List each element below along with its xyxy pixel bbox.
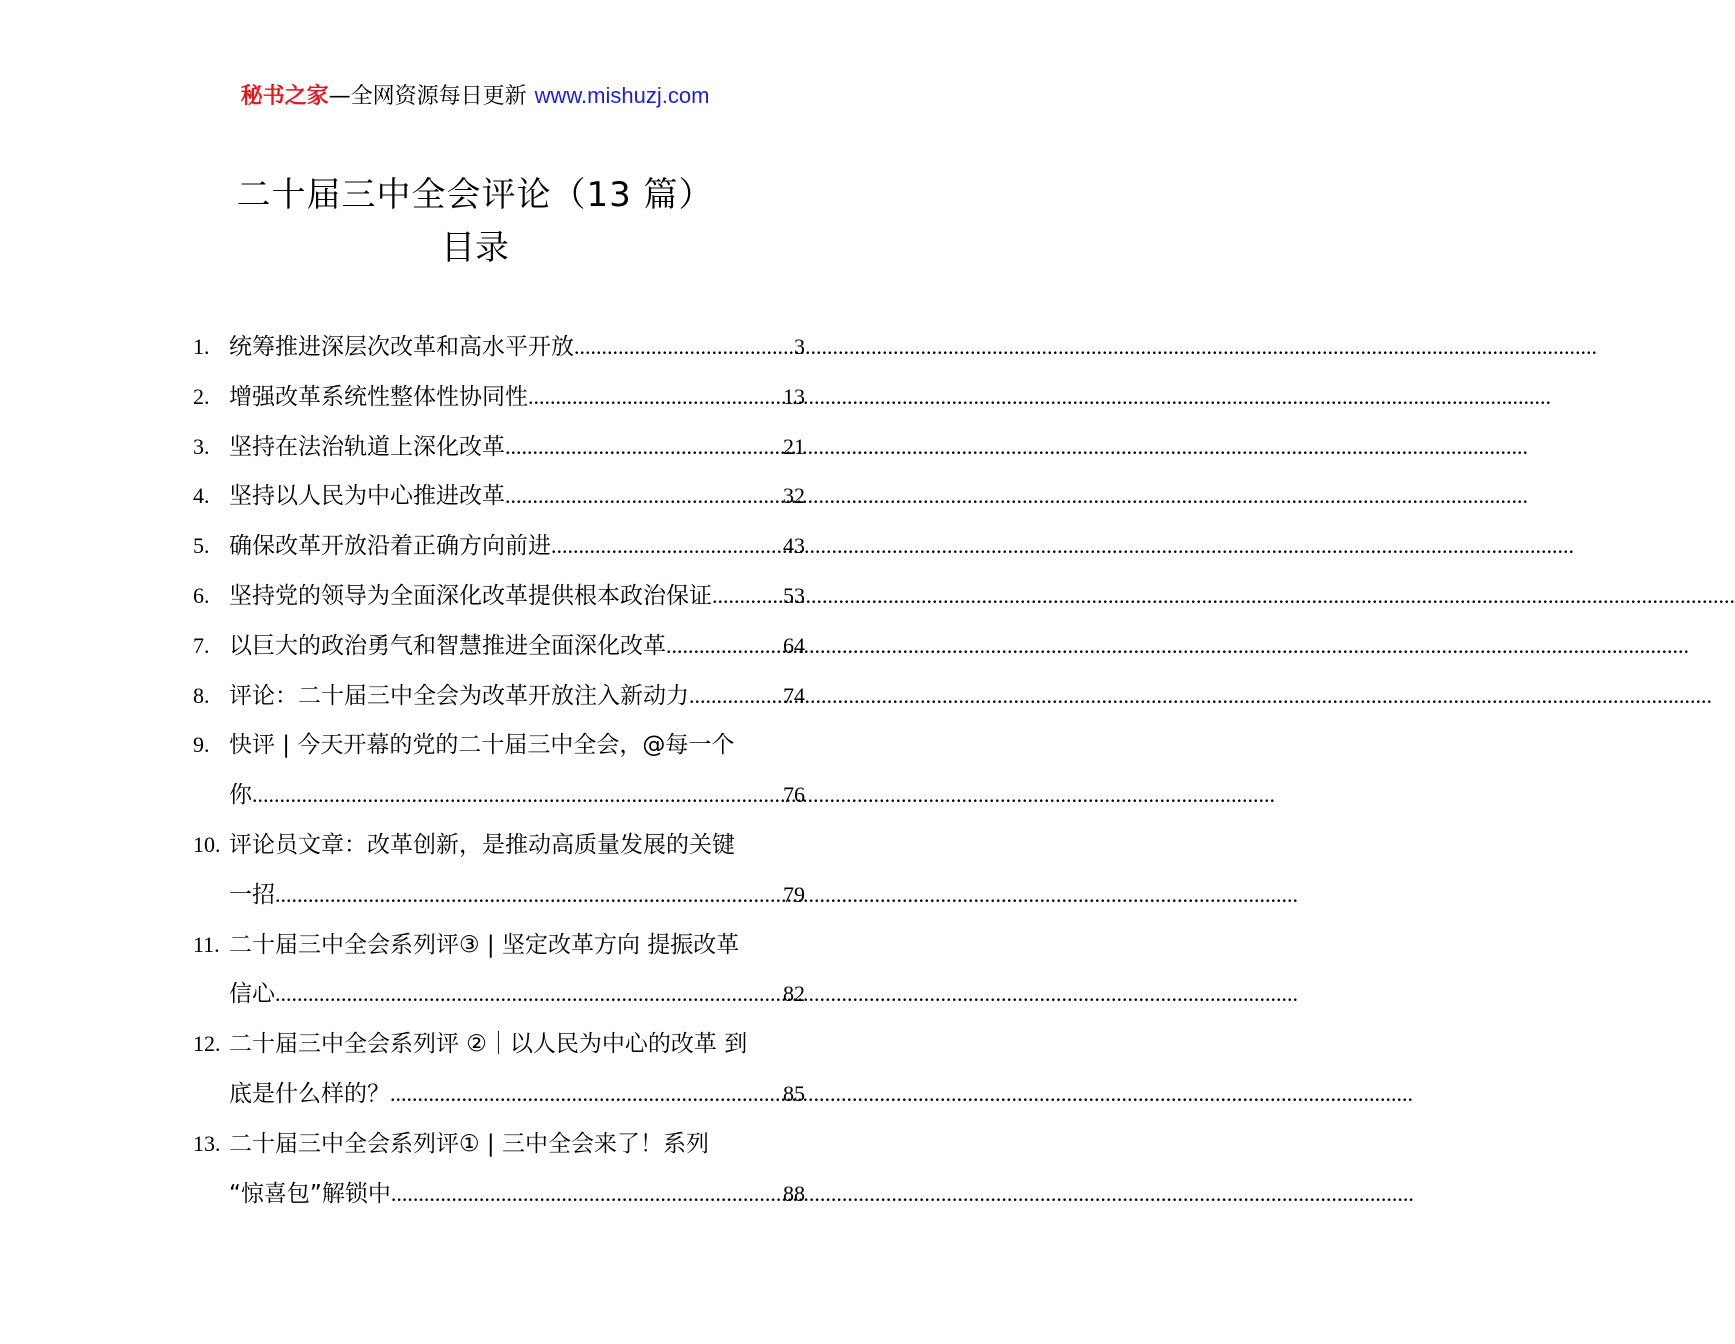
toc-page-number: 3 <box>794 334 805 359</box>
toc-page-number: 88 <box>783 1180 805 1206</box>
toc-entry-number: 12. <box>193 1031 221 1057</box>
toc-line <box>193 1169 805 1219</box>
toc-line <box>193 1069 805 1119</box>
toc-line <box>193 969 805 1019</box>
toc-leader-dots <box>275 870 783 920</box>
toc-page-number: 43 <box>783 533 805 559</box>
toc-entry-number: 11. <box>193 931 220 957</box>
toc-entry[interactable] <box>193 521 805 571</box>
toc-page-number: 64 <box>783 632 805 658</box>
document-title: 二十届三中全会评论（13 篇） <box>236 175 714 215</box>
toc-entry-title: 评论：二十届三中全会为改革开放注入新动力 <box>229 682 689 709</box>
toc-leader-dots <box>528 372 783 422</box>
toc-entry[interactable] <box>193 322 805 372</box>
toc-leader-dots <box>505 422 783 472</box>
toc-leader-dots <box>252 770 783 820</box>
toc-line <box>193 920 805 970</box>
toc-line <box>193 870 805 920</box>
toc-entry-title: 一招 <box>229 881 275 908</box>
toc-entry-title: 快评 | 今天开幕的党的二十届三中全会，@每一个 <box>229 732 735 759</box>
toc-entry-title: 二十届三中全会系列评③ | 坚定改革方向 提振改革 <box>229 931 740 958</box>
brand-name: 秘书之家 <box>240 84 329 109</box>
toc-entry[interactable] <box>193 1119 805 1219</box>
toc-entry-title: 增强改革系统性整体性协同性 <box>229 383 528 410</box>
toc-entry[interactable] <box>193 471 805 521</box>
toc-leader-dots <box>391 1169 783 1219</box>
toc-entry[interactable] <box>193 621 805 671</box>
toc-entry-number: 7. <box>193 632 210 658</box>
toc-line <box>193 1119 805 1169</box>
toc-entry-number: 2. <box>193 383 210 409</box>
toc-page-number: 79 <box>783 881 805 907</box>
toc-entry[interactable] <box>193 671 805 721</box>
header-tagline: —全网资源每日更新 <box>328 84 527 109</box>
toc-entry-title: 二十届三中全会系列评 ②｜以人民为中心的改革 到 <box>229 1031 748 1058</box>
toc-entry-title: 坚持以人民为中心推进改革 <box>229 483 505 510</box>
toc-line <box>193 720 805 770</box>
toc-page-number: 21 <box>783 433 805 459</box>
toc-page-number: 85 <box>783 1080 805 1106</box>
toc-heading: 目录 <box>441 228 509 268</box>
toc-entry-number: 9. <box>193 732 210 758</box>
toc-entry-title: 评论员文章：改革创新，是推动高质量发展的关键 <box>229 831 735 858</box>
toc-leader-dots <box>551 521 783 571</box>
toc-leader-dots <box>275 969 783 1019</box>
toc-line <box>193 372 805 422</box>
toc-page-number: 76 <box>783 782 805 808</box>
toc-line <box>193 770 805 820</box>
toc-entry-number: 13. <box>193 1130 221 1156</box>
toc-line <box>193 571 805 621</box>
toc-entry-number: 8. <box>193 682 210 708</box>
toc-entry-number: 5. <box>193 533 210 559</box>
toc-entry[interactable] <box>193 920 805 1020</box>
website-link[interactable]: www.mishuzj.com <box>534 83 710 108</box>
toc-leader-dots <box>689 671 783 721</box>
toc-entry-title: “惊喜包”解锁中 <box>229 1180 391 1207</box>
toc-entry[interactable] <box>193 720 805 820</box>
toc-entry-title: 底是什么样的？ <box>229 1080 390 1107</box>
toc-line <box>193 621 805 671</box>
toc-entry-title: 以巨大的政治勇气和智慧推进全面深化改革 <box>229 632 666 659</box>
toc-line <box>193 521 805 571</box>
toc-entry-title: 你 <box>229 782 252 809</box>
toc-entry[interactable] <box>193 820 805 920</box>
toc-entry-number: 3. <box>193 433 210 459</box>
toc-leader-dots <box>666 621 783 671</box>
table-of-contents <box>193 322 805 1218</box>
toc-leader-dots <box>390 1069 783 1119</box>
toc-entry-number: 4. <box>193 483 210 509</box>
toc-entry-title: 信心 <box>229 981 275 1008</box>
toc-entry-title: 坚持党的领导为全面深化改革提供根本政治保证 <box>229 582 712 609</box>
toc-leader-dots <box>505 471 783 521</box>
toc-line <box>193 322 805 372</box>
toc-entry-title: 坚持在法治轨道上深化改革 <box>229 433 505 460</box>
toc-line <box>193 1019 805 1069</box>
toc-entry-number: 1. <box>193 334 210 359</box>
toc-entry[interactable] <box>193 422 805 472</box>
toc-line <box>193 671 805 721</box>
toc-entry[interactable] <box>193 1019 805 1119</box>
toc-entry-number: 6. <box>193 582 210 608</box>
toc-entry-title: 统筹推进深层次改革和高水平开放 <box>229 334 574 360</box>
toc-entry-number: 10. <box>193 831 221 857</box>
toc-entry[interactable] <box>193 571 805 621</box>
toc-line <box>193 422 805 472</box>
toc-leader-dots <box>712 571 783 621</box>
toc-line <box>193 820 805 870</box>
toc-leader-dots <box>574 322 794 372</box>
toc-page-number: 32 <box>783 483 805 509</box>
page-header <box>0 80 950 113</box>
toc-page-number: 53 <box>783 582 805 608</box>
toc-line <box>193 471 805 521</box>
toc-page-number: 82 <box>783 981 805 1007</box>
toc-page-number: 74 <box>783 682 805 708</box>
toc-entry-title: 确保改革开放沿着正确方向前进 <box>229 533 551 560</box>
toc-entry[interactable] <box>193 372 805 422</box>
toc-entry-title: 二十届三中全会系列评① | 三中全会来了！系列 <box>229 1130 709 1157</box>
toc-page-number: 13 <box>783 383 805 409</box>
